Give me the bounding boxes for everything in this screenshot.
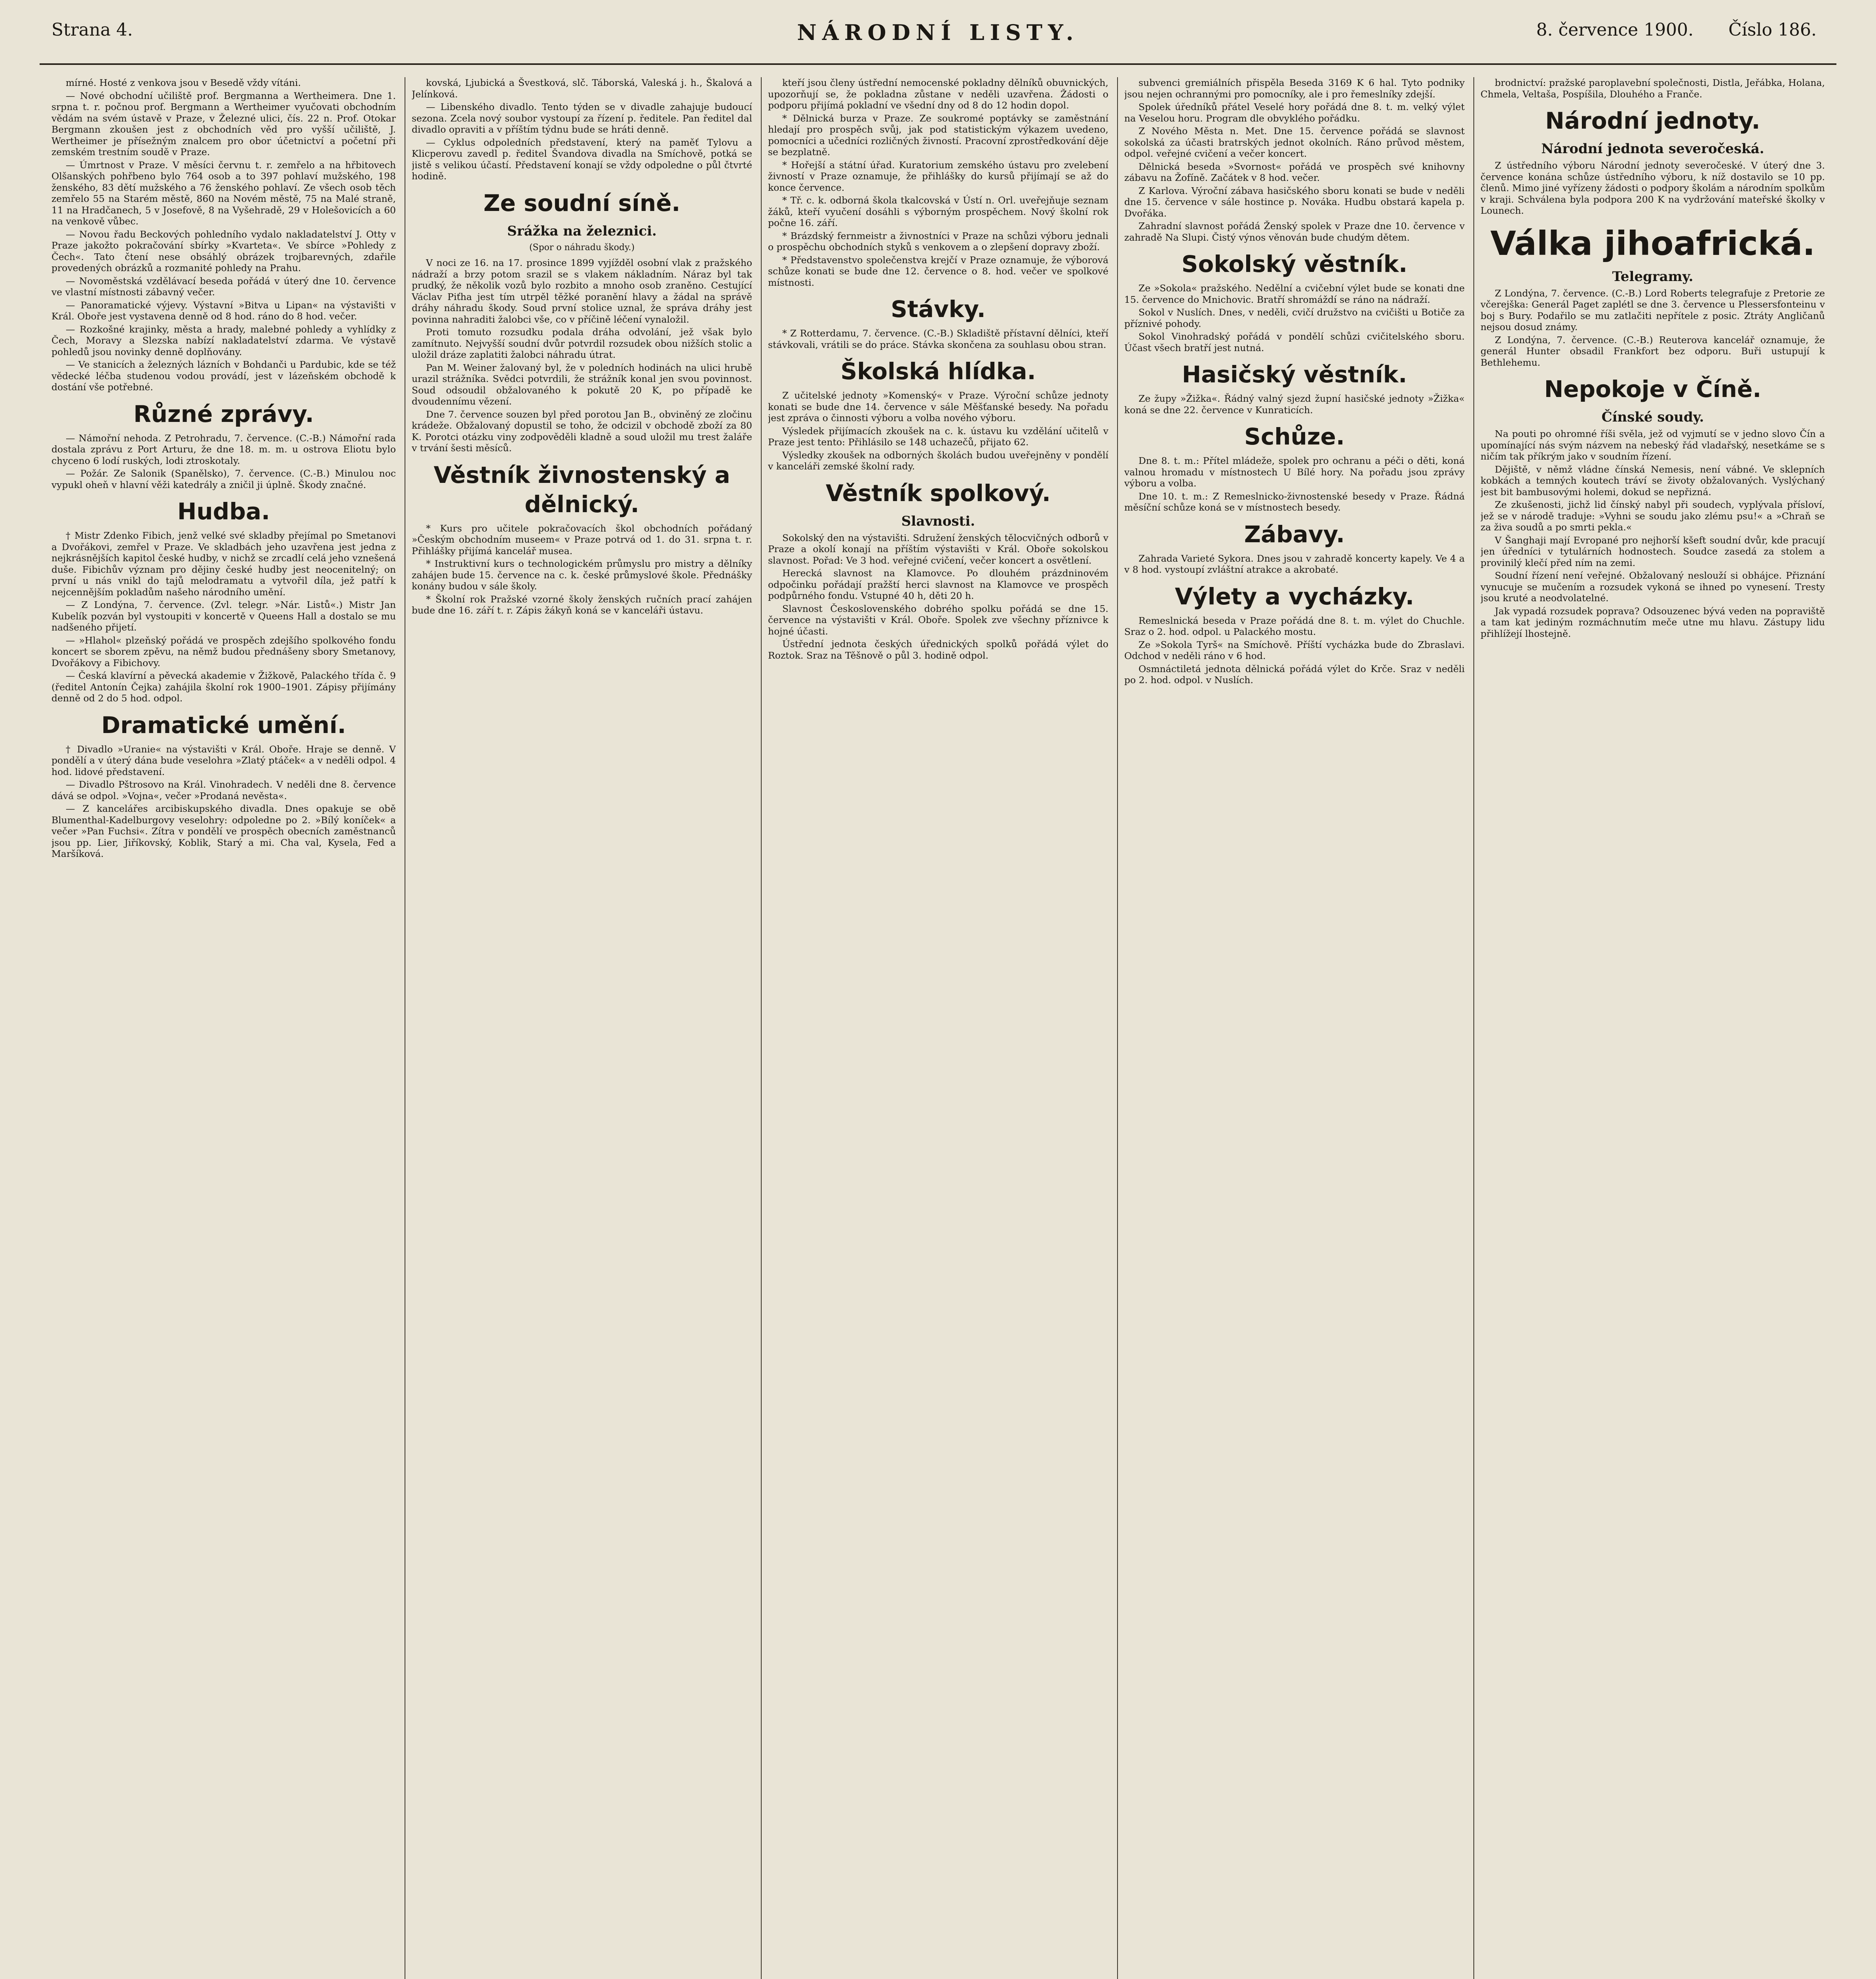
issue-date: 8. července 1900. (1536, 20, 1694, 40)
article-paragraph: Výsledky zkoušek na odborných školách budou uveřejněny v pondělí v kanceláři zemské školní rady. (768, 449, 1108, 472)
article-paragraph: — Ve stanicích a železných lázních v Bohdanči u Pardubic, kde se též vědecké léčba studenou vodou provádí, jest v lázeňském obchodě k dostání vše potřebné. (51, 359, 396, 393)
article-paragraph: — Nové obchodní učiliště prof. Bergmanna a Wertheimera. Dne 1. srpna t. r. počnou prof. Bergmann a Wertheimer vyučovati obchodním vědám na svém ústavě v Praze, v Železné ulici, čís. 22 n. Prof. Otokar Bergmann zkoušen jest z obchodních věd pro vyšší učiliště, J. Wertheimer je přísežným znalcem pro obor účetnictví a početní při zemském trestním soudě v Praze. (51, 90, 396, 158)
article-paragraph: Jak vypadá rozsudek poprava? Odsouzenec bývá veden na popraviště a tam kat jediným rozmáchnutím meče utne mu hlavu. Zástupy lidu přihlížejí lhostejně. (1481, 605, 1825, 639)
section-heading-stavky: Stávky. (891, 296, 986, 323)
article-paragraph: — Z Londýna, 7. července. (Zvl. telegr. »Nár. Listů«.) Mistr Jan Kubelík pozván byl vystoupiti v koncertě v Queens Hall a dostalo se mu nadšeného přijetí. (51, 599, 396, 633)
article-paragraph: Z Londýna, 7. července. (C.-B.) Reuterova kancelář oznamuje, že generál Hunter obsadil Frankfort bez odporu. Buři ustupují k Bethlehemu. (1481, 334, 1825, 368)
article-paragraph: Ústřední jednota českých úřednických spolků pořádá výlet do Roztok. Sraz na Těšnově o půl 3. hodině odpol. (768, 638, 1108, 661)
article-paragraph: — Rozkošné krajinky, města a hrady, malebné pohledy a vyhlídky z Čech, Moravy a Slezska nabízí nakladatelství zdarma. Ve výstavě pohledů jsou novinky denně doplňovány. (51, 323, 396, 357)
column-5 (1481, 77, 1825, 1979)
section-heading-zabavy: Zábavy. (1244, 520, 1345, 548)
issue-info (1536, 20, 1817, 40)
section-heading-ze-soudni-sine: Ze soudní síně. (483, 189, 680, 217)
column-1 (51, 77, 396, 1979)
article-paragraph: * Školní rok Pražské vzorné školy ženských ručních prací zahájen bude dne 16. září t. r. Zápis žákyň koná se v kanceláři ústavu. (412, 593, 752, 616)
article-paragraph: Z Nového Města n. Met. Dne 15. července pořádá se slavnost sokolská za účasti bratrských jednot okolních. Ráno průvod městem, odpol. veřejné cvičení a večer koncert. (1124, 125, 1465, 159)
article-paragraph: Herecká slavnost na Klamovce. Po dlouhém prázdninovém odpočinku pořádají pražští herci slavnost na Klamovce ve prospěch podpůrného fondu. Vstupné 40 h, děti 20 h. (768, 568, 1108, 601)
article-paragraph: kovská, Ljubická a Švestková, slč. Táborská, Valeská j. h., Škalová a Jelínková. (412, 77, 752, 100)
article-paragraph: Na pouti po ohromné říši svěla, jež od vyjmutí se v jedno slovo Čín a upomínající nás svým názvem na nebeský řád vladařský, nesetkáme se s ničím tak příkrým jako v soudním řízení. (1481, 428, 1825, 462)
column-divider (761, 77, 762, 1979)
column-3 (768, 77, 1108, 1979)
article-paragraph: * Z Rotterdamu, 7. července. (C.-B.) Skladiště přístavní dělníci, kteří stávkovali, vrátili se do práce. Stávka skončena za souhlasu obou stran. (768, 328, 1108, 350)
article-paragraph: — Novoměstská vzdělávací beseda pořádá v úterý dne 10. července ve vlastní místnosti zábavný večer. (51, 275, 396, 298)
article-paragraph: — Panoramatické výjevy. Výstavní »Bitva u Lipan« na výstavišti v Král. Oboře jest vystavena denně od 8 hod. ráno do 8 hod. večer. (51, 299, 396, 322)
section-heading-nepokoje-v-cine: Nepokoje v Číně. (1544, 376, 1762, 403)
article-paragraph: Dělnická beseda »Svornost« pořádá ve prospěch své knihovny zábavu na Žofíně. Začátek v 8 hod. večer. (1124, 161, 1465, 183)
article-paragraph: — Požár. Ze Salonik (Spanělsko), 7. července. (C.-B.) Minulou noc vypukl oheň v hlavní věži katedrály a zničil ji úplně. Škody značné. (51, 468, 396, 490)
article-paragraph: Z Londýna, 7. července. (C.-B.) Lord Roberts telegrafuje z Pretorie ze včerejška: Generál Paget zaplétl se dne 3. července u Plessersfonteinu v boj s Bury. Podařilo se mu zatlačiti nepřítele z posic. Ztráty Angličanů nejsou dosud známy. (1481, 287, 1825, 332)
section-heading-skolska-hlidka: Školská hlídka. (840, 358, 1036, 385)
article-paragraph: * Instruktivní kurs o technologickém průmyslu pro mistry a dělníky zahájen bude 15. července na c. k. české průmyslové škole. Přednášky konány budou v sále školy. (412, 558, 752, 592)
article-paragraph: — »Hlahol« plzeňský pořádá ve prospěch zdejšího spolkového fondu koncert se sborem zpěvu, na němž budou přednášeny sbory Smetanovy, Dvořákovy a Fibichovy. (51, 634, 396, 669)
issue-number: Číslo 186. (1728, 20, 1817, 40)
article-paragraph: brodnictví: pražské paroplavební společnosti, Distla, Jeřábka, Holana, Chmela, Veltaša, Pospíšila, Dlouhého a Franče. (1481, 77, 1825, 100)
section-heading-vestnik-spolkovy: Věstník spolkový. (825, 479, 1051, 507)
section-heading-hasicsky-vestnik: Hasičský věstník. (1182, 361, 1407, 388)
article-paragraph: Ze »Sokola« pražského. Nedělní a cvičební výlet bude se konati dne 15. července do Mnichovic. Bratří shromáždí se ráno na nádraží. (1124, 283, 1465, 305)
article-paragraph: Dne 10. t. m.: Z Remeslnicko-živnostenské besedy v Praze. Řádná měsíční schůze koná se v místnostech besedy. (1124, 490, 1465, 513)
article-paragraph: Soudní řízení není veřejné. Obžalovaný neslouží si obhájce. Přiznání vynucuje se mučením a rozsudek vykoná se ihned po vynesení. Tresty jsou kruté a neodvolatelné. (1481, 570, 1825, 604)
article-paragraph: Pan M. Weiner žalovaný byl, že v poledních hodinách na ulici hrubě urazil strážníka. Svědci potvrdili, že strážník konal jen svou povinnost. Soud odsoudil obžalovaného k pokutě 20 K, po případě ke dvoudennímu vězení. (412, 362, 752, 407)
article-paragraph: Sokol Vinohradský pořádá v pondělí schůzi cvičitelského sboru. Účast všech bratří jest nutná. (1124, 331, 1465, 353)
article-headline: Telegramy. (1612, 268, 1694, 285)
article-paragraph: — Z kancelářes arcibiskupského divadla. Dnes opakuje se obě Blumenthal-Kadelburgovy veselohry: odpoledne po 2. »Bílý koníček« a večer »Pan Fuchsi«. Zítra v pondělí ve prospěch obecních zaměstnanců jsou pp. Lier, Jiříkovský, Koblik, Starý a mi. Cha val, Kysela, Fed a Maršíková. (51, 803, 396, 859)
article-subheadline: (Spor o náhradu škody.) (529, 242, 635, 253)
column-4 (1124, 77, 1465, 1979)
section-heading-ruzne-zpravy: Různé zprávy. (133, 400, 314, 427)
article-paragraph: Proti tomuto rozsudku podala dráha odvolání, jež však bylo zamítnuto. Nejvyšší soudní dvůr potvrdil rozsudek obou nižších stolic a uložil dráze zaplatiti žalobci náhradu útrat. (412, 327, 752, 360)
article-paragraph: — Divadlo Pštrosovo na Král. Vinohradech. V neděli dne 8. července dává se odpol. »Vojna«, večer »Prodaná nevěsta«. (51, 779, 396, 801)
article-paragraph: Výsledek přijímacích zkoušek na c. k. ústavu ku vzdělání učitelů v Praze jest tento: Přihlásilo se 148 uchazečů, přijato 62. (768, 425, 1108, 448)
article-headline: Čínské soudy. (1601, 409, 1704, 425)
article-paragraph: Zahradní slavnost pořádá Ženský spolek v Praze dne 10. července v zahradě Na Slupi. Čistý výnos věnován bude chudým dětem. (1124, 220, 1465, 243)
article-paragraph: mírné. Hosté z venkova jsou v Besedě vždy vítáni. (66, 77, 301, 88)
section-heading-valka-jihoafricka: Válka jihoafrická. (1490, 224, 1815, 263)
section-heading-vylety: Výlety a vycházky. (1175, 583, 1414, 610)
article-paragraph: Dne 7. července souzen byl před porotou Jan B., obviněný ze zločinu krádeže. Obžalovaný dopustil se toho, že odcizil v obchodě zboží za 80 K. Porotci otázku viny zodpověděli kladně a soud uložil mu trest žaláře v trvání šesti měsíců. (412, 408, 752, 454)
article-paragraph: * Kurs pro učitele pokračovacích škol obchodních pořádaný »Českým obchodním museem« v Praze potrvá od 1. do 31. srpna t. r. Přihlášky přijímá kancelář musea. (412, 522, 752, 556)
article-paragraph: — Česká klavírní a pěvecká akademie v Žižkově, Palackého třída č. 9 (ředitel Antonín Čejka) zahájila školní rok 1900–1901. Zápisy přijímány denně od 2 do 5 hod. odpol. (51, 670, 396, 704)
article-paragraph: Slavnost Československého dobrého spolku pořádá se dne 15. července na výstavišti v Král. Oboře. Spolek zve všechny příznivce k hojné účasti. (768, 603, 1108, 637)
article-paragraph: * Brázdský fernmeistr a živnostníci v Praze na schůzi výboru jednali o prospěchu obchodních styků s venkovem a o zlepšení dopravy zboží. (768, 230, 1108, 253)
article-paragraph: Sokolský den na výstavišti. Sdružení ženských tělocvičných odborů v Praze a okolí konají na příštím výstavišti v Král. Oboře sokolskou slavnost. Pořad: Ve 3 hod. veřejné cvičení, večer koncert a osvětlení. (768, 532, 1108, 566)
article-paragraph: Dne 8. t. m.: Přítel mládeže, spolek pro ochranu a péči o děti, koná valnou hromadu v místnostech U Bílé hory. Na pořadu jsou zprávy výboru a volba. (1124, 455, 1465, 489)
section-heading-schuze: Schůze. (1244, 423, 1345, 450)
article-headline: Národní jednota severočeská. (1541, 141, 1764, 157)
article-paragraph: † Mistr Zdenko Fibich, jenž velké své skladby přejímal po Smetanovi a Dvořákovi, zemřel v Praze. Ve skladbách jeho uzavřena jest jedna z nejkrásnějších kapitol české hudby, v nichž se zrcadlí celá jeho vznešená duše. Fibichův význam pro dějiny české hudby jest neocenitelný; on první u nás vnikl do tajů melodramatu a vytvořil díla, jež patří k nejcennějším pokladům našeho národního umění. (51, 530, 396, 598)
article-paragraph: — Úmrtnost v Praze. V měsíci červnu t. r. zemřelo a na hřbitovech Olšanských pohřbeno bylo 764 osob a to 397 pohlaví mužského, 198 ženského, 83 dětí mužského a 76 ženského pohlaví. Ze všech osob těch zemřelo 55 na Starém městě, 860 na Novém městě, 75 na Malé straně, 11 na Hradčanech, 5 v Josefově, 8 na Vyšehradě, 29 v Holešovicích a 60 na venkově vůbec. (51, 159, 396, 227)
section-heading-vestnik-zivnostensky: Věstník živnostenský a dělnický. (433, 461, 730, 518)
article-paragraph: V Šanghaji mají Evropané pro nejhorší kšeft soudní dvůr, kde pracují jen úředníci v tytulárních hodnostech. Soudce zasedá za stolem a provinilý klečí před ním na zemi. (1481, 534, 1825, 568)
column-2 (412, 77, 752, 1979)
article-paragraph: * Představenstvo společenstva krejčí v Praze oznamuje, že výborová schůze konati se bude dne 12. července o 8. hod. večer ve spolkové místnosti. (768, 254, 1108, 288)
article-paragraph: — Libenského divadlo. Tento týden se v divadle zahajuje budoucí sezona. Zcela nový soubor vystoupí za řízení p. ředitele. Pan ředitel dal divadlo opraviti a v příštím týdnu bude se hráti denně. (412, 101, 752, 135)
article-paragraph: * Dělnická burza v Praze. Ze soukromé poptávky se zaměstnání hledají pro prospěch svůj, jak pod statistickým výkazem uvedeno, pomocníci a učedníci rozličných živností. Pracovní zprostředkování děje se bezplatně. (768, 112, 1108, 158)
article-paragraph: * Tř. c. k. odborná škola tkalcovská v Ústí n. Orl. uveřejňuje seznam žáků, kteří vyučení dosáhli s výborným prospěchem. Nový školní rok počne 16. září. (768, 195, 1108, 228)
article-paragraph: Ze župy »Žižka«. Řádný valný sjezd župní hasičské jednoty »Žižka« koná se dne 22. července v Kunraticích. (1124, 393, 1465, 416)
article-paragraph: — Novou řadu Beckových pohledního vydalo nakladatelství J. Otty v Praze jakožto pokračování sbírky »Kvarteta«. Ve sbírce »Pohledy z Čech«. Tato čtení nese obsáhlý obrázek trojbarevných, zdařile provedených obrázků a rozmanité pohledy na Prahu. (51, 228, 396, 273)
section-heading-sokolsky-vestnik: Sokolský věstník. (1181, 251, 1408, 277)
article-paragraph: Ze »Sokola Tyrš« na Smíchově. Příští vycházka bude do Zbraslavi. Odchod v neděli ráno v 6 hod. (1124, 639, 1465, 661)
article-paragraph: Ze zkušenosti, jichž lid čínský nabyl při soudech, vyplývala přísloví, jež se v národě traduje: »Vyhni se soudu jako zlému psu!« a »Chraň se za živa soudů a po smrti pekla.« (1481, 499, 1825, 533)
article-paragraph: Z učitelské jednoty »Komenský« v Praze. Výroční schůze jednoty konati se bude dne 14. července v sále Měšťanské besedy. Na pořadu jest zpráva o činnosti výboru a volba nového výboru. (768, 390, 1108, 424)
article-paragraph: Z Karlova. Výroční zábava hasičského sboru konati se bude v neděli dne 15. července v sále hostince p. Nováka. Hudbu obstará kapela p. Dvořáka. (1124, 185, 1465, 219)
article-paragraph: Zahrada Varieté Sykora. Dnes jsou v zahradě koncerty kapely. Ve 4 a v 8 hod. vystoupí zvláštní atrakce a akrobaté. (1124, 553, 1465, 575)
article-paragraph: subvenci gremiálních přispěla Beseda 3169 K 6 hal. Tyto podniky jsou nejen ochrannými pro pomocníky, ale i pro řemeslníky zdejší. (1124, 77, 1465, 100)
page-header (28, 16, 1848, 59)
article-paragraph: Osmnáctiletá jednota dělnická pořádá výlet do Krče. Sraz v neděli po 2. hod. odpol. v Nuslích. (1124, 663, 1465, 686)
article-headline: Srážka na železnici. (507, 223, 657, 239)
page-number: Strana 4. (51, 20, 133, 40)
article-paragraph: Z ústředního výboru Národní jednoty severočeské. V úterý dne 3. července konána schůze ústředního výboru, k níž dostavilo se 10 pp. členů. Mimo jiné vyřízeny žádosti o podpory školám a národním spolkům v kraji. Schválena byla podpora 200 K na vydržování mateřské školky v Lounech. (1481, 160, 1825, 216)
article-headline: Slavnosti. (901, 513, 975, 529)
article-paragraph: Dějiště, v němž vládne čínská Nemesis, není vábné. Ve sklepních kobkách a temných koutech tráví se životy obžalovaných. Vyslýchaný jest bit bambusovými holemi, dokud se nepřizná. (1481, 463, 1825, 498)
article-paragraph: * Hořejší a státní úřad. Kuratorium zemského ústavu pro zvelebení živností v Praze oznamuje, že přihlášky do kursů přijímají se až do konce července. (768, 159, 1108, 193)
article-paragraph: Spolek úředníků přátel Veselé hory pořádá dne 8. t. m. velký výlet na Veselou horu. Program dle obvyklého pořádku. (1124, 101, 1465, 124)
column-divider (1117, 77, 1118, 1979)
article-paragraph: † Divadlo »Uranie« na výstavišti v Král. Oboře. Hraje se denně. V pondělí a v úterý dána bude veselohra »Zlatý ptáček« a v neděli odpol. 4 hod. lidové představení. (51, 743, 396, 777)
section-heading-dramaticke-umeni: Dramatické umění. (101, 711, 346, 739)
article-paragraph: — Cyklus odpoledních představení, který na paměť Tylovu a Klicperovu zavedl p. ředitel Švandova divadla na Smíchově, potká se jistě s velikou účastí. Představení konají se vždy odpoledne o půl čtvrté hodině. (412, 137, 752, 182)
article-paragraph: Sokol v Nuslích. Dnes, v neděli, cvičí družstvo na cvičišti u Botiče za příznivé pohody. (1124, 307, 1465, 329)
section-heading-narodni-jednoty: Národní jednoty. (1545, 107, 1760, 134)
masthead-title: NÁRODNÍ LISTY. (797, 20, 1079, 45)
header-rule (40, 63, 1836, 65)
article-paragraph: kteří jsou členy ústřední nemocenské pokladny dělníků obuvnických, upozorňují se, že pokladna zůstane v neděli uzavřena. Žádosti o podporu přijímá pokladní ve všední dny od 8 do 12 hodin dopol. (768, 77, 1108, 111)
article-paragraph: Remeslnická beseda v Praze pořádá dne 8. t. m. výlet do Chuchle. Sraz o 2. hod. odpol. u Palackého mostu. (1124, 615, 1465, 637)
column-divider (1473, 77, 1474, 1979)
article-paragraph: — Námořní nehoda. Z Petrohradu, 7. července. (C.-B.) Námořní rada dostala zprávu z Port Arturu, že dne 18. m. m. u ostrova Eliotu bylo chyceno 6 lodí ruských, lodi ztroskotaly. (51, 432, 396, 466)
section-heading-hudba: Hudba. (177, 498, 270, 525)
article-paragraph: V noci ze 16. na 17. prosince 1899 vyjížděl osobní vlak z pražského nádraží a brzy potom srazil se s vlakem nákladním. Náraz byl tak prudký, že několik vozů bylo rozbito a mnoho osob zraněno. Cestující Václav Piťha jest tím utrpěl těžké poranění hlavy a žádal na správě dráhy náhradu škody. Soud první stolice uznal, že správa dráhy jest povinna nahraditi žalobci vše, co v příčině léčení vynaložil. (412, 257, 752, 325)
